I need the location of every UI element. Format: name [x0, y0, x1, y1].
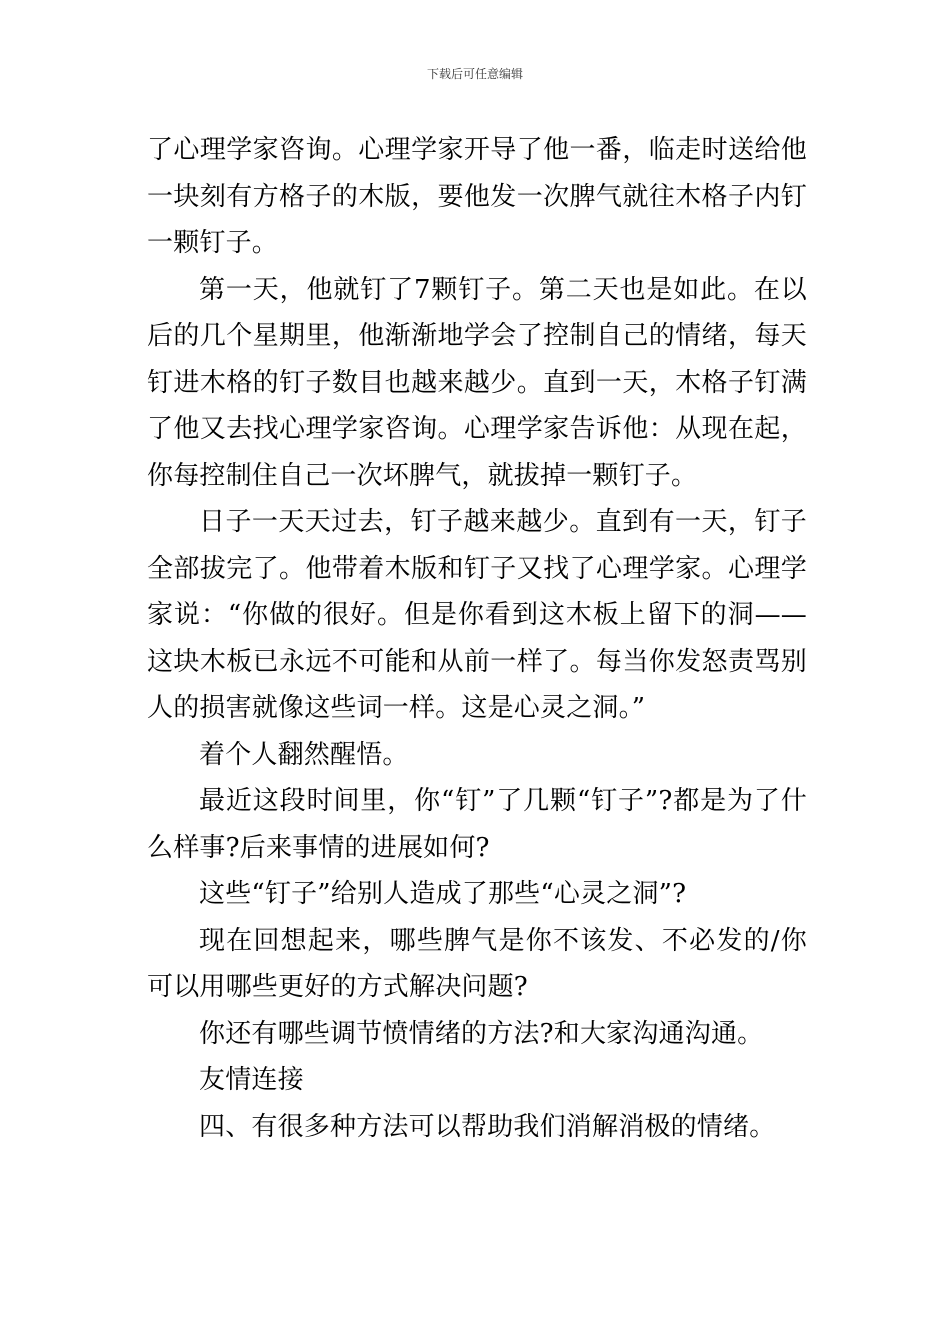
paragraph: 友情连接 — [199, 1065, 304, 1095]
paragraph: 着个人翻然醒悟。 — [199, 739, 409, 770]
paragraph: 现在回想起来，哪些脾气是你不该发、不必发的/你可以用哪些更好的方式解决问题? — [147, 925, 807, 1002]
page-header: 下载后可任意编辑 — [426, 67, 523, 81]
paragraph: 这些“钉子”给别人造成了那些“心灵之洞”? — [199, 879, 687, 909]
document-body — [147, 127, 807, 1150]
paragraph: 日子一天天过去，钉子越来越少。直到有一天，钉子全部拔完了。他带着木版和钉子又找了心理学家。心理学家说：“你做的很好。但是你看到这木板上留下的洞——这块木板已永远不可能和从前一样了。每当你发怒责骂别人的损害就像这些词一样。这是心灵之洞。” — [147, 507, 807, 723]
paragraph: 最近这段时间里，你“钉”了几颗“钉子”?都是为了什么样事?后来事情的进展如何? — [147, 786, 807, 863]
paragraph: 你还有哪些调节愤情绪的方法?和大家沟通沟通。 — [199, 1018, 764, 1049]
paragraph: 了心理学家咨询。心理学家开导了他一番，临走时送给他一块刻有方格子的木版，要他发一次脾气就往木格子内钉一颗钉子。 — [147, 135, 807, 258]
paragraph: 第一天，他就钉了7颗钉子。第二天也是如此。在以后的几个星期里，他渐渐地学会了控制自己的情绪，每天钉进木格的钉子数目也越来越少。直到一天，木格子钉满了他又去找心理学家咨询。心理学家告诉他：从现在起，你每控制住自己一次坏脾气，就拔掉一颗钉子。 — [147, 274, 807, 491]
paragraph: 四、有很多种方法可以帮助我们消解消极的情绪。 — [199, 1111, 776, 1142]
